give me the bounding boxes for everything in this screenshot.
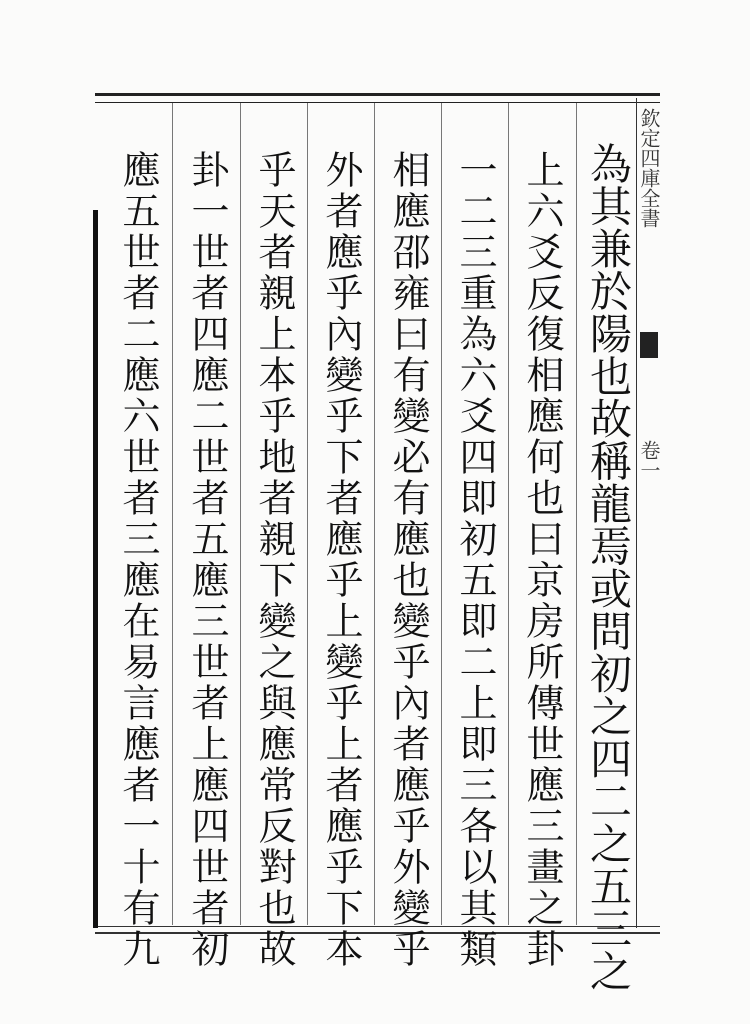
fish-tail-mark [640, 332, 658, 358]
margin-volume-label: 卷一 [637, 440, 661, 480]
margin-book-title: 欽定四庫全書 [637, 108, 661, 228]
column-separator [307, 103, 308, 925]
text-column-3: 一二三重為六爻四即初五即二上即三各以其類 [453, 150, 497, 970]
column-separator [508, 103, 509, 925]
column-separator [441, 103, 442, 925]
column-separator [576, 103, 577, 925]
text-column-1: 為其兼於陽也故稱龍焉或問初之四二之五三之 [584, 142, 633, 992]
column-separator [374, 103, 375, 925]
column-separator [240, 103, 241, 925]
text-column-6: 乎天者親上本乎地者親下變之與應常反對也故 [252, 150, 296, 970]
text-column-5: 外者應乎內變乎下者應乎上變乎上者應乎下本 [319, 150, 363, 970]
text-column-4: 相應邵雍曰有變必有應也變乎內者應乎外變乎 [386, 150, 430, 970]
column-separator [172, 103, 173, 925]
left-border-rule [93, 210, 98, 928]
text-column-8: 應五世者二應六世者三應在易言應者一十有九 [116, 150, 160, 970]
top-border-rule [95, 93, 660, 103]
text-column-7: 卦一世者四應二世者五應三世者上應四世者初 [185, 150, 229, 970]
text-column-2: 上六爻反復相應何也曰京房所傳世應三畫之卦 [520, 150, 564, 970]
